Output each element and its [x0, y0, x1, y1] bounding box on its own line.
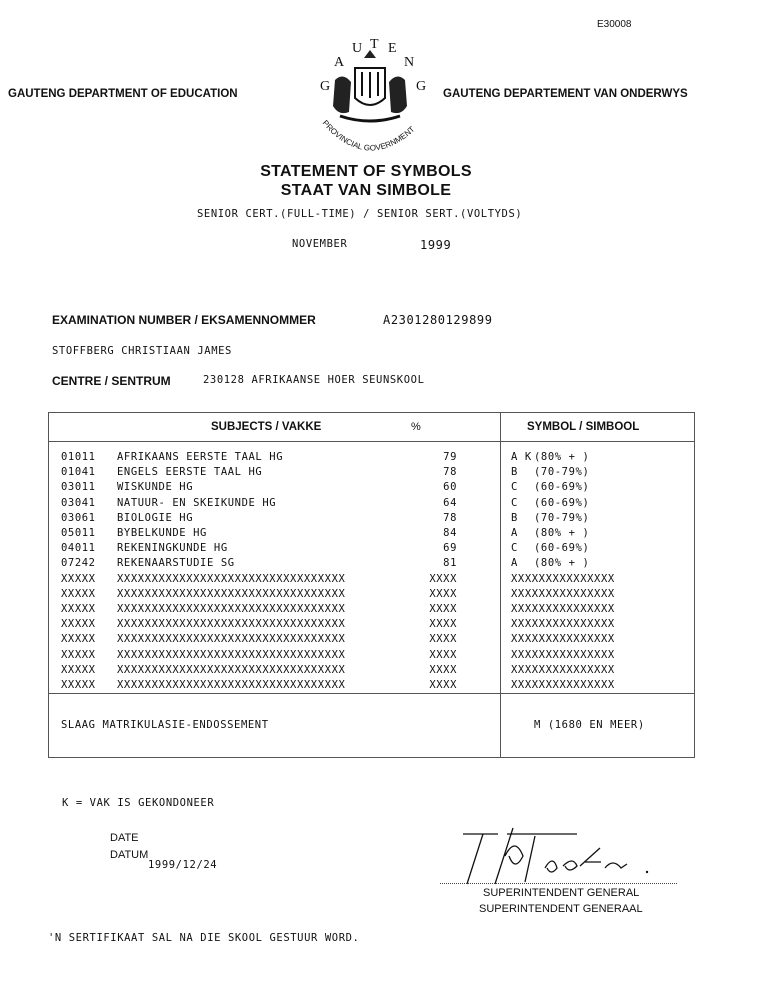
- footer-endorsement: SLAAG MATRIKULASIE-ENDOSSEMENT: [61, 719, 269, 731]
- subject-name: WISKUNDE HG: [117, 481, 194, 494]
- subject-symbol: C: [511, 542, 518, 555]
- exam-month: NOVEMBER: [292, 238, 348, 250]
- subject-percent: 64: [443, 496, 457, 509]
- table-row: [49, 618, 694, 633]
- page-title: STATEMENT OF SYMBOLS: [260, 163, 472, 180]
- document-code: E30008: [597, 19, 632, 30]
- signatory-title-af: SUPERINTENDENT GENERAAL: [479, 903, 643, 915]
- subject-percent: XXXX: [429, 587, 457, 600]
- datum-label: DATUM: [110, 849, 149, 861]
- subject-name: XXXXXXXXXXXXXXXXXXXXXXXXXXXXXXXXX: [117, 587, 346, 600]
- subject-name: XXXXXXXXXXXXXXXXXXXXXXXXXXXXXXXXX: [117, 679, 346, 691]
- svg-text:G: G: [320, 79, 331, 94]
- subject-symbol: XXXXXXXXXXXXXXX: [511, 679, 615, 691]
- svg-text:PROVINCIAL GOVERNMENT: PROVINCIAL GOVERNMENT: [320, 118, 417, 153]
- symbol-range: (60-69%): [534, 481, 590, 494]
- subject-code: XXXXX: [61, 587, 96, 600]
- subject-code: 03041: [61, 496, 96, 509]
- symbol-range: (70-79%): [534, 511, 590, 524]
- svg-text:G: G: [416, 79, 427, 94]
- subject-symbol: C: [511, 496, 518, 509]
- closing-note: 'N SERTIFIKAAT SAL NA DIE SKOOL GESTUUR WORD.: [48, 932, 360, 944]
- subject-name: XXXXXXXXXXXXXXXXXXXXXXXXXXXXXXXXX: [117, 648, 346, 661]
- subject-name: BIOLOGIE HG: [117, 511, 194, 524]
- subject-code: XXXXX: [61, 572, 96, 585]
- subject-code: XXXXX: [61, 663, 96, 676]
- signature: [455, 826, 665, 886]
- symbol-range: (80% + ): [534, 527, 590, 539]
- subject-code: 03061: [61, 511, 96, 524]
- subject-percent: 69: [443, 542, 457, 555]
- table-row: [49, 481, 694, 496]
- table-row: [49, 542, 694, 557]
- candidate-name: STOFFBERG CHRISTIAAN JAMES: [52, 345, 232, 357]
- subject-symbol: XXXXXXXXXXXXXXX: [511, 587, 615, 600]
- subject-percent: XXXX: [429, 663, 457, 676]
- subject-percent: XXXX: [429, 648, 457, 661]
- table-row: [49, 451, 694, 466]
- subject-symbol: A K: [511, 451, 532, 463]
- gauteng-crest-logo: [300, 28, 440, 168]
- header-subjects: SUBJECTS / VAKKE: [211, 421, 322, 433]
- subject-name: BYBELKUNDE HG: [117, 527, 207, 539]
- subject-percent: 60: [443, 481, 457, 494]
- subject-name: NATUUR- EN SKEIKUNDE HG: [117, 496, 277, 509]
- subject-symbol: B: [511, 466, 518, 479]
- symbol-range: (70-79%): [534, 466, 590, 479]
- subject-symbol: B: [511, 511, 518, 524]
- subject-name: XXXXXXXXXXXXXXXXXXXXXXXXXXXXXXXXX: [117, 663, 346, 676]
- table-row: [49, 649, 694, 664]
- subject-code: 05011: [61, 527, 96, 539]
- exam-year: 1999: [420, 238, 452, 252]
- svg-text:E: E: [388, 41, 397, 56]
- svg-text:T: T: [370, 37, 379, 52]
- subject-code: 07242: [61, 557, 96, 570]
- subject-percent: 84: [443, 527, 457, 539]
- subject-code: XXXXX: [61, 618, 96, 631]
- date-value: 1999/12/24: [148, 859, 218, 871]
- centre-label: CENTRE / SENTRUM: [52, 374, 171, 388]
- subject-symbol: XXXXXXXXXXXXXXX: [511, 648, 615, 661]
- subject-symbol: XXXXXXXXXXXXXXX: [511, 572, 615, 585]
- exam-number: A2301280129899: [383, 313, 493, 327]
- subject-code: 01011: [61, 451, 96, 463]
- subject-code: XXXXX: [61, 648, 96, 661]
- subject-symbol: A: [511, 557, 518, 570]
- subject-symbol: C: [511, 481, 518, 494]
- symbol-range: (60-69%): [534, 496, 590, 509]
- subject-name: XXXXXXXXXXXXXXXXXXXXXXXXXXXXXXXXX: [117, 633, 346, 646]
- subject-code: 03011: [61, 481, 96, 494]
- subject-code: XXXXX: [61, 603, 96, 615]
- centre-value: 230128 AFRIKAANSE HOER SEUNSKOOL: [203, 374, 425, 386]
- svg-text:A: A: [334, 55, 345, 70]
- page-title-af: STAAT VAN SIMBOLE: [280, 182, 452, 199]
- table-row: [49, 633, 694, 648]
- table-row: [49, 466, 694, 481]
- subject-percent: XXXX: [429, 633, 457, 646]
- subject-percent: XXXX: [429, 572, 457, 585]
- table-row: [49, 512, 694, 527]
- subject-name: XXXXXXXXXXXXXXXXXXXXXXXXXXXXXXXXX: [117, 603, 346, 615]
- subject-name: XXXXXXXXXXXXXXXXXXXXXXXXXXXXXXXXX: [117, 618, 346, 631]
- header-left: GAUTENG DEPARTMENT OF EDUCATION: [8, 88, 238, 100]
- subject-percent: 81: [443, 557, 457, 570]
- subject-percent: XXXX: [429, 603, 457, 615]
- subject-symbol: XXXXXXXXXXXXXXX: [511, 663, 615, 676]
- subject-name: XXXXXXXXXXXXXXXXXXXXXXXXXXXXXXXXX: [117, 572, 346, 585]
- header-right: GAUTENG DEPARTEMENT VAN ONDERWYS: [443, 88, 688, 100]
- date-label: DATE: [110, 832, 139, 844]
- footer-endorsement-symbol: M (1680 EN MEER): [534, 719, 645, 731]
- subject-name: ENGELS EERSTE TAAL HG: [117, 466, 263, 479]
- subject-percent: 78: [443, 511, 457, 524]
- subject-code: XXXXX: [61, 633, 96, 646]
- subject-code: 04011: [61, 542, 96, 555]
- symbol-range: (80% + ): [534, 451, 590, 463]
- results-table: [48, 412, 695, 758]
- symbol-range: (80% + ): [534, 557, 590, 570]
- table-row: [49, 679, 694, 694]
- svg-text:N: N: [404, 55, 415, 70]
- subject-symbol: XXXXXXXXXXXXXXX: [511, 603, 615, 615]
- subject-symbol: XXXXXXXXXXXXXXX: [511, 633, 615, 646]
- subject-code: XXXXX: [61, 679, 96, 691]
- table-header: [49, 413, 694, 442]
- table-row: [49, 588, 694, 603]
- table-row: [49, 527, 694, 542]
- table-row: [49, 573, 694, 588]
- svg-text:U: U: [352, 41, 363, 56]
- subject-percent: 78: [443, 466, 457, 479]
- subject-name: REKENAARSTUDIE SG: [117, 557, 235, 570]
- signatory-title-en: SUPERINTENDENT GENERAL: [483, 887, 640, 899]
- symbol-range: (60-69%): [534, 542, 590, 555]
- subject-code: 01041: [61, 466, 96, 479]
- table-row: [49, 557, 694, 572]
- subtitle: SENIOR CERT.(FULL-TIME) / SENIOR SERT.(VOLTYDS): [197, 208, 523, 220]
- table-row: [49, 664, 694, 679]
- subject-percent: XXXX: [429, 618, 457, 631]
- subject-name: REKENINGKUNDE HG: [117, 542, 228, 555]
- subject-percent: 79: [443, 451, 457, 463]
- subject-percent: XXXX: [429, 679, 457, 691]
- table-row: [49, 497, 694, 512]
- subject-name: AFRIKAANS EERSTE TAAL HG: [117, 451, 284, 463]
- signature-line: [440, 883, 677, 884]
- header-symbol: SYMBOL / SIMBOOL: [527, 421, 640, 433]
- subject-symbol: A: [511, 527, 518, 539]
- exam-number-label: EXAMINATION NUMBER / EKSAMENNOMMER: [52, 313, 316, 327]
- subject-symbol: XXXXXXXXXXXXXXX: [511, 618, 615, 631]
- condonation-note: K = VAK IS GEKONDONEER: [62, 797, 215, 809]
- table-row: [49, 603, 694, 618]
- header-percent: %: [411, 421, 421, 433]
